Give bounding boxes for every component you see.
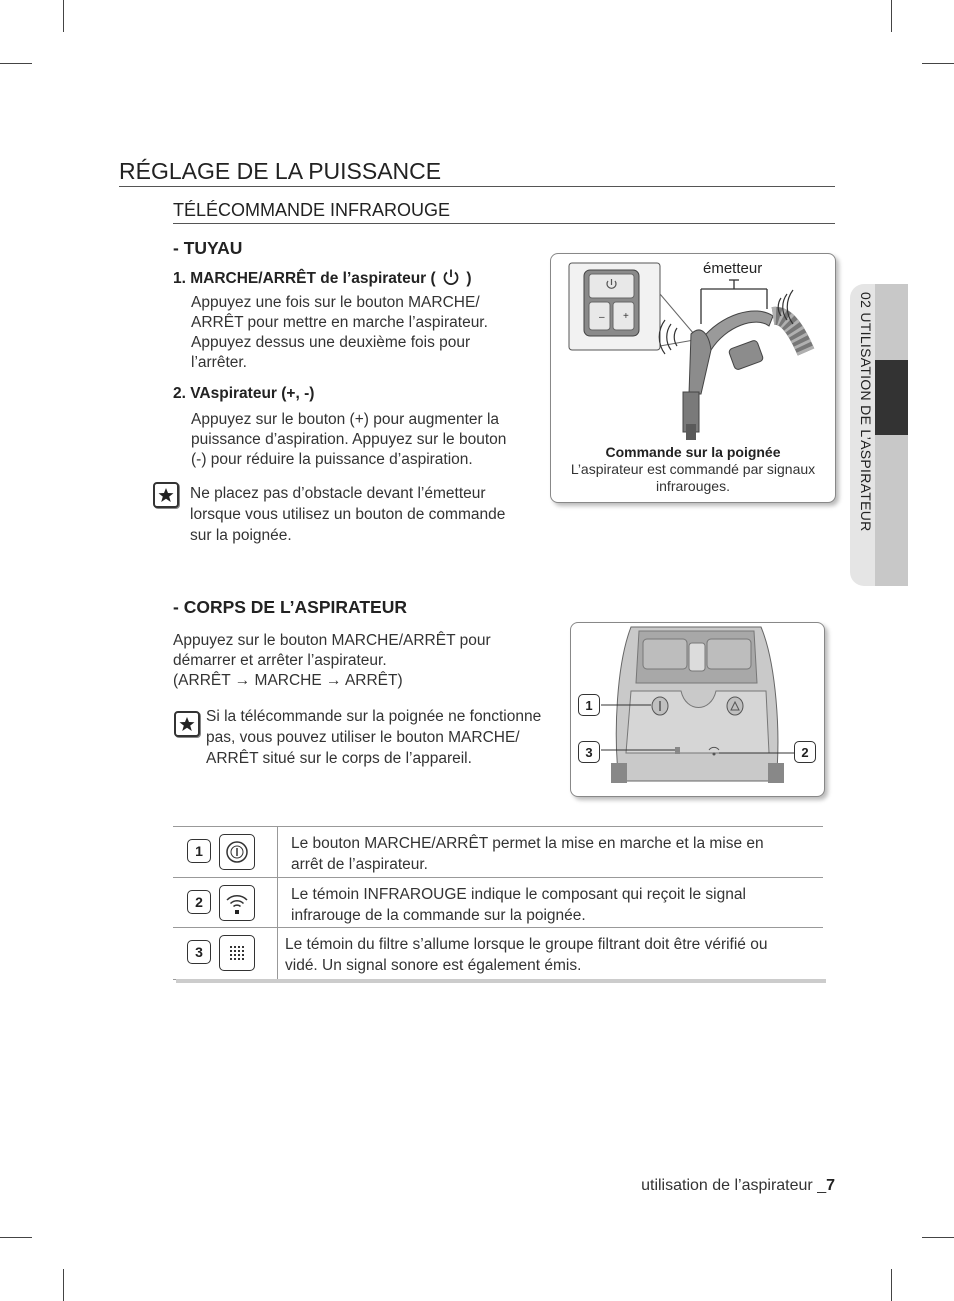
subsection-title: TÉLÉCOMMANDE INFRAROUGE [173,200,451,220]
section-title: RÉGLAGE DE LA PUISSANCE [119,158,442,184]
text-line: Le témoin du filtre s’allume lorsque le groupe filtrant doit être vérifié ou [285,936,768,953]
footer-text: utilisation de l’aspirateur _ [641,1177,827,1194]
chapter-tab-label: 02 UTILISATION DE L’ASPIRATEUR [858,292,874,532]
note-star-icon [174,711,200,737]
power-button-icon [219,834,255,870]
page-number: 7 [826,1177,835,1194]
table-shadow [176,979,826,983]
text-line: Le témoin INFRAROUGE indique le composant qui reçoit le signal [291,886,746,903]
item2-text [191,410,546,470]
table-row [173,826,823,878]
text-line: puissance d’aspiration. Appuyez sur le bouton [191,431,507,448]
table-row [173,877,823,928]
text-line: Ne placez pas d’obstacle devant l’émetteur [190,485,486,502]
figure1-caption-title: Commande sur la poignée [605,444,781,460]
corps-heading: - CORPS DE L’ASPIRATEUR [173,597,408,617]
tuyau-note [190,483,545,546]
item1-heading-suffix: ) [466,270,472,287]
callout-2: 2 [794,741,816,763]
table-description [291,833,816,875]
text-line: (ARRÊT → MARCHE → ARRÊT) [173,672,403,689]
filter-indicator-icon [219,935,255,971]
text-line: Si la télécommande sur la poignée ne fonctionne [206,708,542,725]
note-star-icon [153,482,179,508]
crop-mark [63,1269,64,1301]
figure1-caption [551,461,835,495]
text-line: Appuyez dessus une deuxième fois pour [191,334,471,351]
text-line: (-) pour réduire la puissance d’aspiration. [191,451,473,468]
page-footer [560,1177,835,1195]
table-icon-cell [173,878,278,928]
chapter-tab-strip [875,284,908,586]
table-icon-cell [173,827,278,878]
text-line: lorsque vous utilisez un bouton de commande [190,506,506,523]
text-line: Le bouton MARCHE/ARRÊT permet la mise en marche et la mise en [291,835,764,852]
crop-mark [63,0,64,32]
subtitle-rule [173,223,835,224]
text-line: pas, vous pouvez utiliser le bouton MARCHE/ [206,729,520,746]
text-line: infrarouge de la commande sur la poignée. [291,907,586,924]
callout-1: 1 [578,694,600,716]
item1-heading [173,268,471,291]
corps-text [173,631,563,691]
text-line: ARRÊT situé sur le corps de l’appareil. [206,750,472,767]
crop-mark [0,63,32,64]
callout-3: 3 [578,741,600,763]
text-line: vidé. Un signal sonore est également émis. [285,957,582,974]
text-line: L’aspirateur est commandé par signaux [570,461,816,477]
handle-remote-figure [550,253,836,503]
item1-heading-prefix: 1. MARCHE/ARRÊT de l’aspirateur ( [173,270,436,287]
table-icon-cell [173,928,278,979]
text-line: Appuyez une fois sur le bouton MARCHE/ [191,294,480,311]
text-line: démarrer et arrêter l’aspirateur. [173,652,387,669]
crop-mark [0,1237,32,1238]
text-line: ARRÊT pour mettre en marche l’aspirateur. [191,314,488,331]
corps-note [206,706,571,769]
vacuum-body-illustration [571,623,824,796]
text-line: l’arrêter. [191,354,247,371]
text-line: Appuyez sur le bouton (+) pour augmenter la [191,411,500,428]
text-line: arrêt de l’aspirateur. [291,856,428,873]
handle-remote-illustration [551,254,835,444]
crop-mark [922,1237,954,1238]
text-line: Appuyez sur le bouton MARCHE/ARRÊT pour [173,632,491,649]
power-icon [442,268,460,291]
table-description [291,884,816,926]
item2-heading: 2. VAspirateur (+, -) [173,385,315,402]
item1-text [191,293,536,373]
emitter-label: émetteur [703,260,763,277]
crop-mark [891,1269,892,1301]
infrared-signal-icon [219,885,255,921]
chapter-tab-marker [875,360,908,435]
table-description [285,934,820,976]
text-line: sur la poignée. [190,527,292,544]
row-number: 1 [187,839,211,863]
text-line: infrarouges. [656,478,730,494]
row-number: 3 [187,940,211,964]
minus-button-label: – [599,312,605,323]
vacuum-body-figure [570,622,825,797]
crop-mark [922,63,954,64]
plus-button-label: + [623,311,629,322]
title-rule [119,186,835,187]
table-row [173,927,823,980]
tuyau-heading: - TUYAU [173,238,243,258]
row-number: 2 [187,890,211,914]
crop-mark [891,0,892,32]
